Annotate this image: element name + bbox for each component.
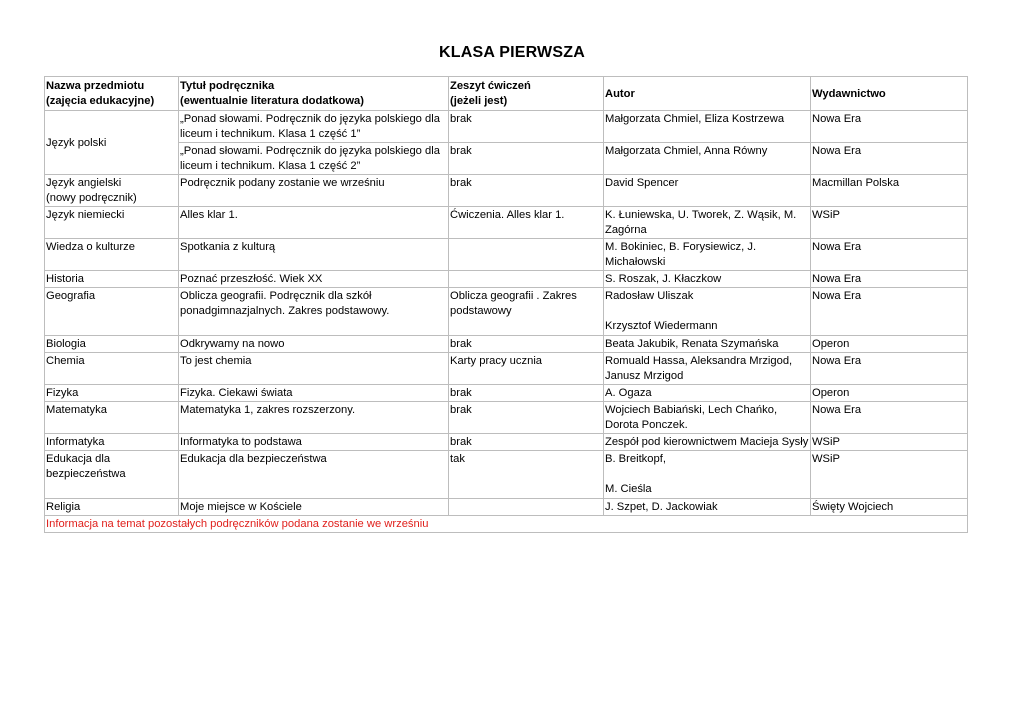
publisher-cell: Operon xyxy=(811,385,968,402)
publisher-cell: Święty Wojciech xyxy=(811,499,968,516)
textbook-table xyxy=(44,76,968,533)
author-cell: Wojciech Babiański, Lech Chańko, Dorota Ponczek. xyxy=(604,402,811,434)
header-publisher: Wydawnictwo xyxy=(811,77,968,111)
workbook-cell: brak xyxy=(449,175,604,207)
table-header-row xyxy=(45,77,968,111)
workbook-cell xyxy=(449,271,604,288)
author-cell: Radosław Uliszak Krzysztof Wiedermann xyxy=(604,288,811,336)
book-cell: To jest chemia xyxy=(179,353,449,385)
workbook-cell: brak xyxy=(449,336,604,353)
table-row xyxy=(45,451,968,499)
workbook-cell xyxy=(449,239,604,271)
book-cell: Alles klar 1. xyxy=(179,207,449,239)
publisher-cell: Nowa Era xyxy=(811,271,968,288)
subject-cell: Chemia xyxy=(45,353,179,385)
header-workbook: Zeszyt ćwiczeń (jeżeli jest) xyxy=(449,77,604,111)
book-cell: Matematyka 1, zakres rozszerzony. xyxy=(179,402,449,434)
author-cell: K. Łuniewska, U. Tworek, Z. Wąsik, M. Zagórna xyxy=(604,207,811,239)
workbook-cell: Oblicza geografii . Zakres podstawowy xyxy=(449,288,604,336)
header-book-title: Tytuł podręcznika (ewentualnie literatura dodatkowa) xyxy=(179,77,449,111)
author-cell: Małgorzata Chmiel, Anna Równy xyxy=(604,143,811,175)
table-row xyxy=(45,207,968,239)
book-cell: Podręcznik podany zostanie we wrześniu xyxy=(179,175,449,207)
author-cell: J. Szpet, D. Jackowiak xyxy=(604,499,811,516)
table-footer-row xyxy=(45,516,968,533)
table-row xyxy=(45,499,968,516)
book-cell: „Ponad słowami. Podręcznik do języka polskiego dla liceum i technikum. Klasa 1 część 1” xyxy=(179,111,449,143)
publisher-cell: Nowa Era xyxy=(811,402,968,434)
author-cell: Romuald Hassa, Aleksandra Mrzigod, Janusz Mrzigod xyxy=(604,353,811,385)
workbook-cell: Karty pracy ucznia xyxy=(449,353,604,385)
publisher-cell: WSiP xyxy=(811,434,968,451)
table-row xyxy=(45,111,968,143)
book-cell: Edukacja dla bezpieczeństwa xyxy=(179,451,449,499)
subject-cell: Wiedza o kulturze xyxy=(45,239,179,271)
footer-note: Informacja na temat pozostałych podręczników podana zostanie we wrześniu xyxy=(45,516,968,533)
book-cell: Spotkania z kulturą xyxy=(179,239,449,271)
publisher-cell: Operon xyxy=(811,336,968,353)
table-row xyxy=(45,402,968,434)
table-row xyxy=(45,271,968,288)
workbook-cell xyxy=(449,499,604,516)
publisher-cell: Nowa Era xyxy=(811,239,968,271)
book-cell: Fizyka. Ciekawi świata xyxy=(179,385,449,402)
table-row xyxy=(45,385,968,402)
book-cell: Odkrywamy na nowo xyxy=(179,336,449,353)
workbook-cell: tak xyxy=(449,451,604,499)
author-cell: S. Roszak, J. Kłaczkow xyxy=(604,271,811,288)
publisher-cell: Nowa Era xyxy=(811,353,968,385)
subject-cell: Geografia xyxy=(45,288,179,336)
book-cell: „Ponad słowami. Podręcznik do języka polskiego dla liceum i technikum. Klasa 1 część 2” xyxy=(179,143,449,175)
table-row xyxy=(45,239,968,271)
author-cell: B. Breitkopf, M. Cieśla xyxy=(604,451,811,499)
author-cell: Zespół pod kierownictwem Macieja Sysły xyxy=(604,434,811,451)
subject-cell: Fizyka xyxy=(45,385,179,402)
table-row xyxy=(45,353,968,385)
workbook-cell: brak xyxy=(449,402,604,434)
workbook-cell: Ćwiczenia. Alles klar 1. xyxy=(449,207,604,239)
table-row xyxy=(45,288,968,336)
workbook-cell: brak xyxy=(449,143,604,175)
publisher-cell: WSiP xyxy=(811,207,968,239)
publisher-cell: Nowa Era xyxy=(811,143,968,175)
header-author: Autor xyxy=(604,77,811,111)
subject-cell: Matematyka xyxy=(45,402,179,434)
subject-cell: Biologia xyxy=(45,336,179,353)
header-subject: Nazwa przedmiotu (zajęcia edukacyjne) xyxy=(45,77,179,111)
author-cell: M. Bokiniec, B. Forysiewicz, J. Michałowski xyxy=(604,239,811,271)
table-row xyxy=(45,143,968,175)
workbook-cell: brak xyxy=(449,385,604,402)
table-row xyxy=(45,336,968,353)
book-cell: Moje miejsce w Kościele xyxy=(179,499,449,516)
table-row xyxy=(45,434,968,451)
author-cell: Małgorzata Chmiel, Eliza Kostrzewa xyxy=(604,111,811,143)
subject-cell: Język angielski (nowy podręcznik) xyxy=(45,175,179,207)
subject-cell: Historia xyxy=(45,271,179,288)
book-cell: Oblicza geografii. Podręcznik dla szkół ponadgimnazjalnych. Zakres podstawowy. xyxy=(179,288,449,336)
author-cell: Beata Jakubik, Renata Szymańska xyxy=(604,336,811,353)
subject-cell: Edukacja dla bezpieczeństwa xyxy=(45,451,179,499)
publisher-cell: WSiP xyxy=(811,451,968,499)
workbook-cell: brak xyxy=(449,111,604,143)
page-title: KLASA PIERWSZA xyxy=(439,44,585,61)
subject-cell: Język polski xyxy=(45,111,179,175)
book-cell: Poznać przeszłość. Wiek XX xyxy=(179,271,449,288)
publisher-cell: Nowa Era xyxy=(811,288,968,336)
subject-cell: Religia xyxy=(45,499,179,516)
subject-cell: Informatyka xyxy=(45,434,179,451)
publisher-cell: Macmillan Polska xyxy=(811,175,968,207)
book-cell: Informatyka to podstawa xyxy=(179,434,449,451)
subject-cell: Język niemiecki xyxy=(45,207,179,239)
table-row xyxy=(45,175,968,207)
workbook-cell: brak xyxy=(449,434,604,451)
author-cell: David Spencer xyxy=(604,175,811,207)
author-cell: A. Ogaza xyxy=(604,385,811,402)
publisher-cell: Nowa Era xyxy=(811,111,968,143)
